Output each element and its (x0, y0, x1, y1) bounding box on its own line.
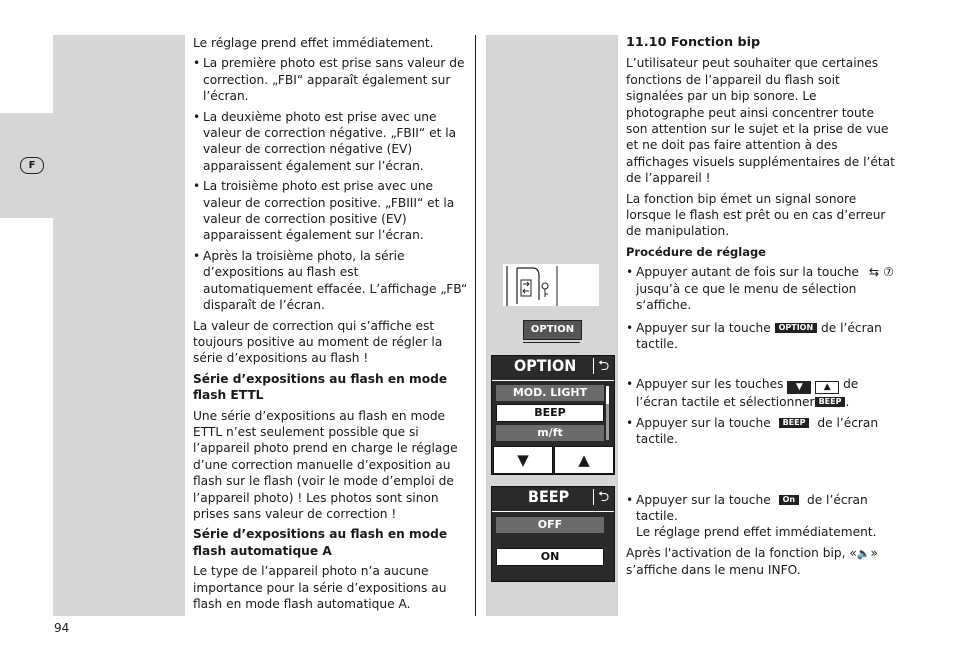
beep-panel-header-rule (492, 511, 614, 512)
beep-option-on[interactable]: ON (496, 548, 604, 566)
up-arrow-icon: ▲ (578, 451, 590, 469)
down-arrow-icon: ▼ (787, 381, 811, 394)
list-item: • La deuxième photo est prise avec une valeur de correction négative. „FBII“ et la valeur de correction négative (EV) apparaissent également sur l’écran. (193, 109, 468, 175)
option-button-underline (523, 342, 580, 343)
step-text: Appuyer autant de fois sur la touche (636, 265, 859, 280)
step-text: de l’écran tactile et sélectionner (636, 377, 859, 410)
section-heading: Série d’expositions au flash en mode flash automatique A (193, 527, 448, 558)
beep-option-off[interactable]: OFF (496, 517, 604, 533)
menu-item-mft[interactable]: m/ft (496, 425, 604, 441)
option-menu-panel (491, 355, 615, 475)
paragraph (626, 545, 898, 579)
list-item (626, 376, 898, 410)
paragraph: La fonction bip émet un signal sonore lorsque le flash est prêt ou en cas d’erreur de manipulation. (626, 191, 886, 239)
menu-item-beep[interactable]: BEEP (496, 404, 604, 422)
step-text: Appuyer sur la touche (636, 320, 771, 335)
menu-item-mod-light[interactable]: MOD. LIGHT (496, 385, 604, 401)
step-text: de l’écran tactile. (636, 320, 882, 351)
option-panel-title: OPTION (514, 356, 577, 375)
mode-key-icon: ⇆ ⑦ (868, 265, 894, 280)
intro-text: Le réglage prend effet immédiatement. (193, 36, 434, 50)
list-item: • La première photo est prise sans valeur de correction. „FBI“ apparaît également sur l’écran. (193, 55, 468, 104)
page-title: 11.10 Fonction bip (626, 35, 761, 50)
page-number: 94 (54, 621, 70, 635)
scrollbar[interactable] (606, 386, 609, 440)
paragraph: Une série d’expositions au flash en mode ETTL n’est seulement possible que si l’appareil photo prend en charge le réglage d’une correction manuelle d’exposition au flash sur le flash (voir le mode d’emploi de l’appareil photo) ! Les photos sont sinon prises sans valeur de correction ! (193, 408, 458, 521)
list-item: • La troisième photo est prise avec une valeur de correction positive. „FBIII“ et la valeur de correction positive (EV) apparaissent également sur l’écran. (193, 178, 468, 244)
text: » s’affiche dans le menu INFO. (626, 545, 878, 578)
right-text-column (626, 35, 898, 583)
sub-heading: Procédure de réglage (626, 244, 766, 259)
list-item (626, 264, 898, 313)
list-item: • Après la troisième photo, la série d’expositions au flash est automatiquement effacée. L’affichage „FB“ disparaît de l’écran. (193, 248, 468, 314)
step-text: Le réglage prend effet immédiatement. (636, 525, 877, 540)
list-item (626, 320, 898, 353)
beep-key-tag: BEEP (779, 418, 810, 428)
paragraph: La valeur de correction qui s’affiche est toujours positive au moment de régler la série d’expositions au flash ! (193, 318, 443, 366)
option-button[interactable]: OPTION (523, 320, 582, 340)
step-text: Appuyer sur les touches (636, 377, 784, 392)
step-text: Appuyer sur la touche (636, 492, 771, 507)
list-item (626, 415, 898, 448)
option-key-tag: OPTION (775, 323, 818, 333)
on-key-tag: On (779, 495, 800, 505)
scrollbar-thumb (606, 386, 609, 404)
step-text: de l’écran tactile. (636, 492, 868, 523)
beep-key-tag: BEEP (815, 397, 846, 407)
column-divider (475, 35, 476, 616)
down-arrow-icon: ▼ (517, 451, 529, 469)
up-button[interactable] (554, 446, 614, 474)
step-text: de l’écran tactile. (636, 415, 879, 447)
beep-panel-title: BEEP (528, 487, 570, 506)
list-item (626, 492, 898, 541)
left-figure-column (53, 35, 185, 616)
bullet-list-1 (193, 55, 468, 313)
speaker-icon: 🔈 (856, 546, 871, 560)
procedure-list (626, 264, 898, 540)
option-panel-header-rule (492, 380, 614, 381)
section-heading: Série d’expositions au flash en mode flash ETTL (193, 371, 448, 403)
back-icon[interactable]: ⮌ (593, 489, 609, 505)
down-button[interactable] (493, 446, 553, 474)
flash-buttons-icon (503, 264, 599, 306)
punctuation: . (845, 395, 850, 410)
step-text: Appuyer sur la touche (636, 415, 771, 430)
text: Après l'activation de la fonction bip, « (626, 545, 857, 560)
language-badge: F (20, 157, 44, 174)
back-icon[interactable]: ⮌ (593, 358, 609, 374)
flash-unit-illustration (503, 264, 599, 306)
paragraph: L’utilisateur peut souhaiter que certaines fonctions de l’appareil du flash soit signalées par un bip sonore. Le photographe peut ainsi concentrer toute son attention sur le sujet et la prise de vue et ne doit pas faire attention à des affichages visuels supplémentaires de l’état de l’appareil ! (626, 56, 895, 186)
left-text-column (193, 35, 468, 616)
beep-menu-panel (491, 486, 615, 582)
step-text: jusqu’à ce que le menu de sélection s‘affiche. (636, 281, 857, 313)
up-arrow-icon: ▲ (815, 381, 839, 394)
paragraph: Le type de l’appareil photo n’a aucune importance pour la série d’expositions au flash en mode flash automatique A. (193, 564, 447, 611)
